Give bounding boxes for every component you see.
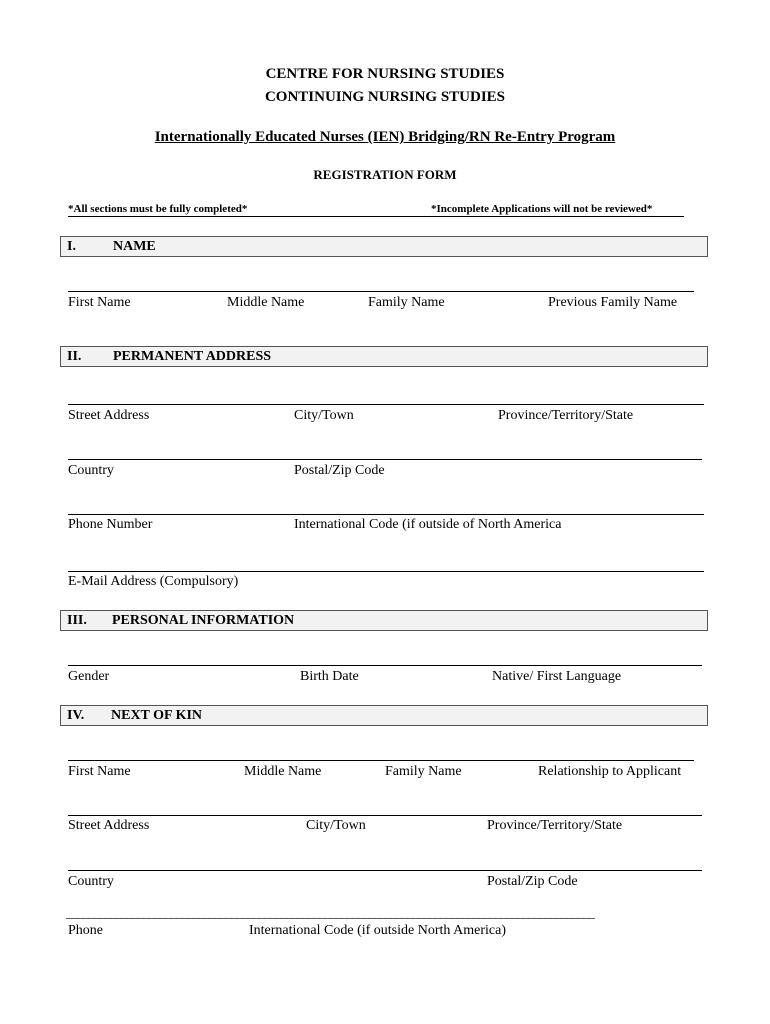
phone-input-line[interactable]	[68, 514, 704, 515]
name-input-line[interactable]	[68, 291, 694, 292]
kin-country-input-line[interactable]	[68, 870, 702, 871]
section-personal-header	[60, 610, 708, 631]
section-number: II.	[67, 349, 82, 364]
family-name-label: Family Name	[368, 295, 445, 310]
section-kin-header	[60, 705, 708, 726]
province-label: Province/Territory/State	[498, 408, 634, 423]
kin-middle-name-label: Middle Name	[244, 764, 322, 779]
note-incomplete: *Incomplete Applications will not be reviewed*	[431, 203, 653, 215]
country-input-line[interactable]	[68, 459, 702, 460]
previous-family-name-label: Previous Family Name	[548, 295, 678, 310]
note-fully-completed: *All sections must be fully completed*	[68, 203, 248, 215]
birth-date-label: Birth Date	[300, 669, 359, 684]
section-name-header	[60, 236, 708, 257]
kin-international-code-label: International Code (if outside North America)	[249, 923, 506, 938]
department-title: CONTINUING NURSING STUDIES	[264, 89, 506, 105]
kin-province-label: Province/Territory/State	[487, 818, 623, 833]
note-underline	[68, 216, 684, 217]
kin-country-label: Country	[68, 874, 114, 889]
first-language-label: Native/ First Language	[492, 669, 622, 684]
section-number: I.	[67, 239, 76, 254]
kin-first-name-label: First Name	[68, 764, 131, 779]
first-name-label: First Name	[68, 295, 131, 310]
international-code-label: International Code (if outside of North America	[294, 517, 562, 532]
kin-street-address-label: Street Address	[68, 818, 150, 833]
kin-name-input-line[interactable]	[68, 760, 694, 761]
kin-postal-code-label: Postal/Zip Code	[487, 874, 578, 889]
kin-phone-label: Phone	[68, 923, 103, 938]
postal-code-label: Postal/Zip Code	[294, 463, 385, 478]
section-number: III.	[67, 613, 87, 628]
city-town-label: City/Town	[294, 408, 354, 423]
email-input-line[interactable]	[68, 571, 704, 572]
section-label: PERMANENT ADDRESS	[113, 349, 272, 364]
section-label: NAME	[113, 239, 156, 254]
address-input-line[interactable]	[68, 404, 704, 405]
middle-name-label: Middle Name	[227, 295, 305, 310]
phone-number-label: Phone Number	[68, 517, 153, 532]
personal-input-line[interactable]	[68, 665, 702, 666]
section-label: PERSONAL INFORMATION	[112, 613, 295, 628]
kin-phone-input-line[interactable]: ________________________________________________________________________________________________	[66, 905, 594, 920]
institution-title: CENTRE FOR NURSING STUDIES	[265, 66, 505, 82]
form-title: REGISTRATION FORM	[313, 167, 457, 182]
gender-label: Gender	[68, 669, 110, 684]
section-address-header	[60, 346, 708, 367]
email-label: E-Mail Address (Compulsory)	[68, 574, 239, 589]
relationship-label: Relationship to Applicant	[538, 764, 682, 779]
street-address-label: Street Address	[68, 408, 150, 423]
country-label: Country	[68, 463, 114, 478]
kin-city-town-label: City/Town	[306, 818, 366, 833]
section-label: NEXT OF KIN	[111, 708, 203, 723]
program-title: Internationally Educated Nurses (IEN) Bridging/RN Re-Entry Program	[154, 129, 616, 145]
kin-address-input-line[interactable]	[68, 815, 702, 816]
section-number: IV.	[67, 708, 85, 723]
kin-family-name-label: Family Name	[385, 764, 462, 779]
